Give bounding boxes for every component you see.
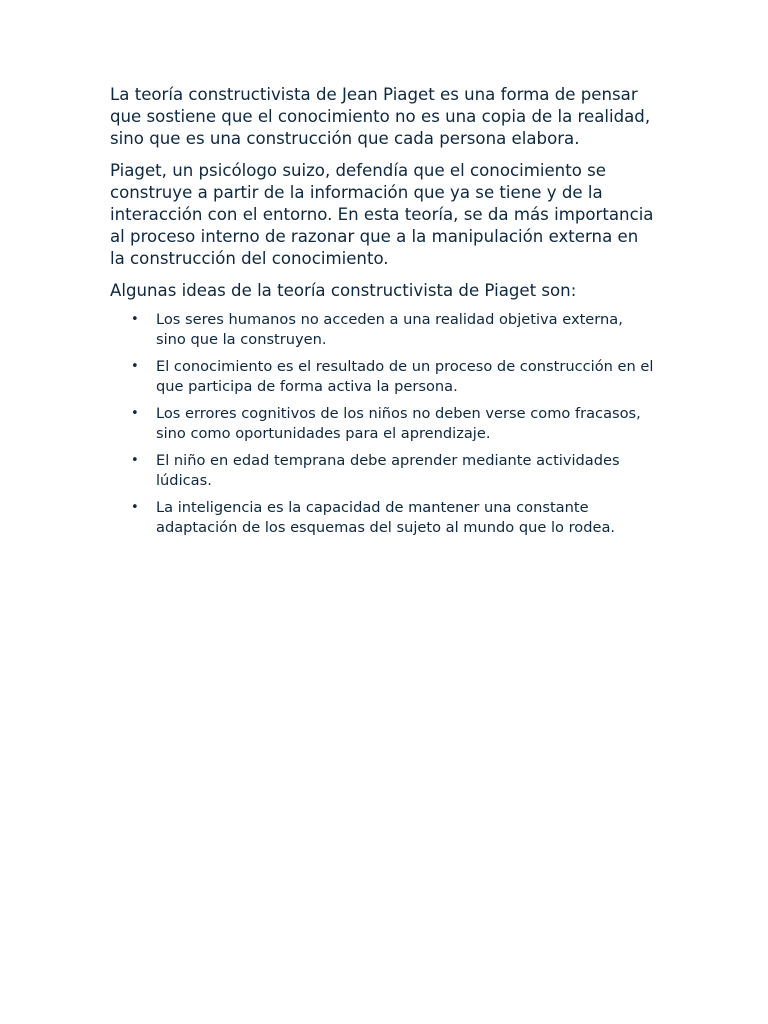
list-intro: Algunas ideas de la teoría constructivista de Piaget son: xyxy=(110,281,577,300)
list-item-text: La inteligencia es la capacidad de mantener una constante adaptación de los esquemas del sujeto al mundo que lo rodea. xyxy=(156,499,616,536)
paragraph-piaget: Piaget, un psicólogo suizo, defendía que el conocimiento se construye a partir de la información que ya se tiene y de la interacción con el entorno. En esta teoría, se da más importancia al proceso interno de razonar que a la manipulación externa en la construcción del conocimiento. xyxy=(110,161,654,268)
list-item xyxy=(110,310,655,350)
list-item xyxy=(110,451,655,491)
list-item xyxy=(110,357,655,397)
list-item xyxy=(110,404,655,444)
list-item-text: Los errores cognitivos de los niños no deben verse como fracasos, sino como oportunidades para el aprendizaje. xyxy=(156,405,641,442)
document-body xyxy=(110,84,655,545)
bullet-icon: • xyxy=(131,500,139,515)
bullet-icon: • xyxy=(131,406,139,421)
ideas-list xyxy=(110,310,655,538)
bullet-icon: • xyxy=(131,312,139,327)
list-item-text: El niño en edad temprana debe aprender mediante actividades lúdicas. xyxy=(156,452,620,489)
bullet-icon: • xyxy=(131,453,139,468)
list-item-text: El conocimiento es el resultado de un proceso de construcción en el que participa de forma activa la persona. xyxy=(156,358,654,395)
bullet-icon: • xyxy=(131,359,139,374)
paragraph-intro: La teoría constructivista de Jean Piaget es una forma de pensar que sostiene que el conocimiento no es una copia de la realidad, sino que es una construcción que cada persona elabora. xyxy=(110,85,651,148)
list-item-text: Los seres humanos no acceden a una realidad objetiva externa, sino que la construyen. xyxy=(156,311,623,348)
list-item xyxy=(110,498,655,538)
